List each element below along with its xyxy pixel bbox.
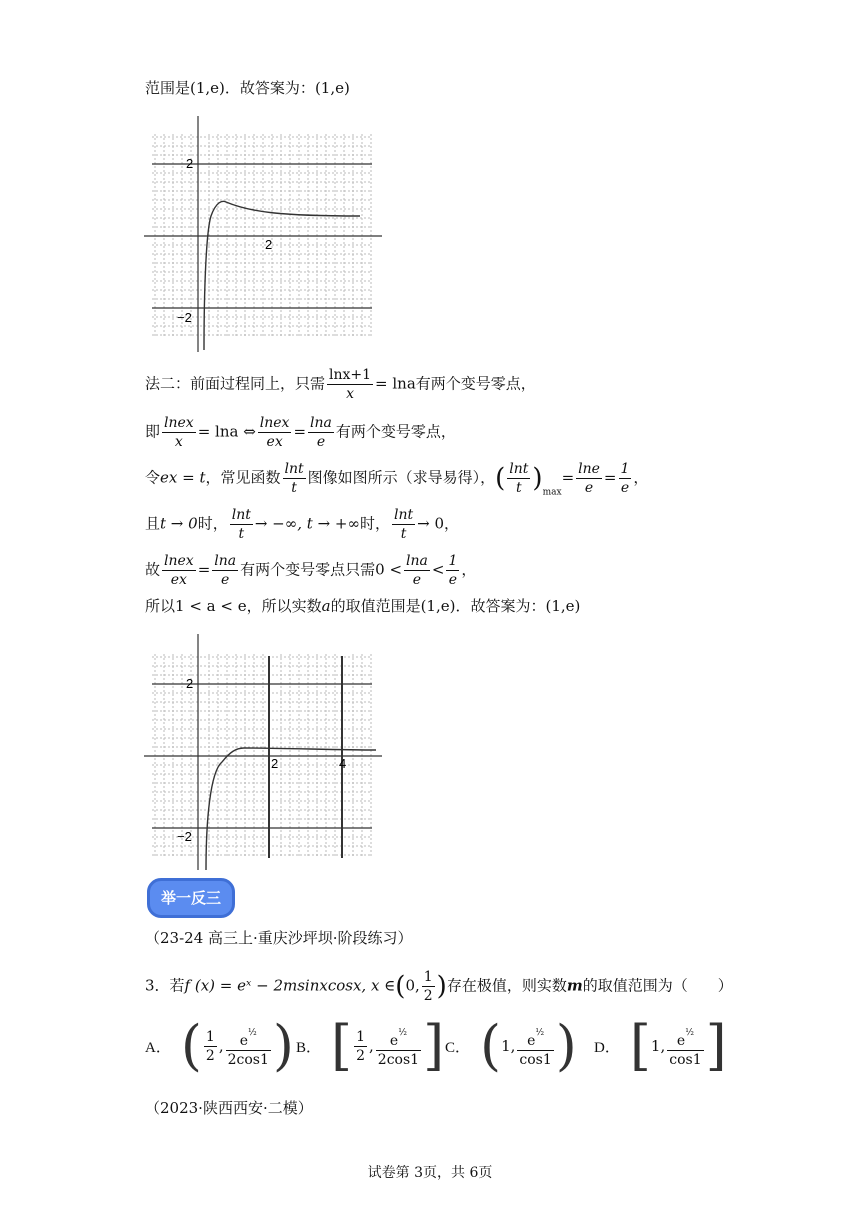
y-tick-neg2: −2	[177, 310, 192, 325]
text: 令	[145, 468, 161, 487]
denominator: ex	[266, 434, 283, 450]
text: 即	[145, 422, 161, 441]
numerator: 1	[620, 461, 630, 477]
method2-line-5	[145, 552, 476, 589]
source-line-1: （23-24 高三上·重庆沙坪坝·阶段练习）	[145, 929, 413, 947]
denominator: 2	[423, 988, 433, 1004]
fraction	[204, 1028, 217, 1065]
question-number: 3．若	[145, 976, 185, 995]
denominator: 2	[205, 1047, 215, 1064]
option-label: A．	[145, 1039, 171, 1056]
text: 有两个变号零点，	[415, 374, 536, 393]
fraction	[226, 1024, 271, 1069]
denominator: t	[516, 480, 522, 496]
subscript-max: max	[542, 487, 562, 498]
option-d[interactable]: D． [ 1, $\frac{e^{\frac{1}{2}}}{\cos 1}$ ]	[594, 1014, 727, 1077]
option-label: B．	[296, 1039, 322, 1056]
option-label: D．	[594, 1039, 620, 1056]
text: ，	[461, 560, 477, 579]
fraction	[392, 506, 415, 543]
denominator: 2cos1	[227, 1051, 269, 1068]
exponent: ½	[248, 1027, 257, 1038]
method2-line-3: 令ex = t，常见函数 $\frac{\ln t}{t}$ 图像如图所示（求导易得），( $\frac{\ln t}{t}$ )$_{max}=$ $\frac{\ln e}{e}$ = $\frac{1}{e}$ ，	[145, 461, 649, 498]
text: 有两个变号零点，	[335, 422, 456, 441]
text: = lna ⇔	[197, 422, 256, 441]
base: e	[676, 1032, 686, 1049]
text: =	[293, 422, 307, 441]
x-tick-4: 4	[339, 756, 347, 771]
method2-line-6	[145, 596, 580, 616]
option-label: C．	[445, 1039, 471, 1056]
answer: (1,e)	[314, 79, 350, 97]
denominator: e	[412, 572, 422, 588]
interval: (1,e)	[190, 79, 225, 97]
text: 范围是	[145, 79, 191, 97]
option-b[interactable]: B． [ $\frac{1}{2}$ , $\frac{e^{\frac{1}{2}}}{2\cos 1}$ ]	[296, 1014, 445, 1077]
denominator: e	[620, 480, 630, 496]
method2-line-2	[145, 414, 456, 451]
exponent: ½	[535, 1027, 545, 1038]
limit: → 0	[417, 514, 445, 533]
text: 所以	[145, 597, 176, 615]
interval-start: 1,	[501, 1037, 516, 1055]
text: 时，	[197, 514, 228, 533]
denominator: e	[221, 572, 230, 588]
graph-2	[140, 632, 390, 874]
denominator: t	[291, 480, 297, 496]
denominator: 2	[356, 1047, 366, 1064]
graph-1	[140, 112, 390, 357]
fraction	[162, 552, 196, 589]
y-tick-2: 2	[186, 156, 194, 171]
text: = lna	[375, 374, 416, 393]
numerator: lnex	[164, 415, 194, 431]
fraction	[258, 414, 292, 451]
denominator: e	[448, 572, 458, 588]
fraction	[507, 460, 530, 497]
option-a[interactable]: A． ( $\frac{1}{2}$ , $\frac{e^{\frac{1}{2}}}{2\cos 1}$ )	[145, 1014, 294, 1077]
text: =	[603, 468, 617, 487]
numerator: lnx+1	[329, 367, 372, 383]
fraction	[446, 552, 459, 589]
text: 的取值范围是	[330, 597, 421, 615]
variable: a	[321, 597, 331, 615]
text: ．故答案为：	[455, 597, 546, 615]
numerator: lnt	[231, 507, 251, 523]
numerator: 1	[205, 1028, 215, 1045]
interval-start: 0,	[405, 976, 420, 995]
base: e	[389, 1032, 399, 1049]
numerator: 1	[448, 553, 458, 569]
denominator: cos1	[669, 1051, 702, 1068]
text: ，常见函数	[205, 468, 281, 487]
text: ，	[633, 468, 649, 487]
fraction	[354, 1028, 367, 1065]
option-c[interactable]: C． ( 1, $\frac{e^{\frac{1}{2}}}{\cos 1}$ )	[445, 1014, 577, 1077]
denominator: t	[400, 526, 407, 542]
text: 且	[145, 514, 161, 533]
text: 存在极值，则实数	[446, 976, 567, 995]
practice-badge: 举一反三	[147, 878, 235, 918]
x-tick-2: 2	[271, 756, 279, 771]
method2-line-4	[145, 506, 459, 543]
answer-line-1	[145, 78, 350, 98]
substitution: ex = t	[160, 468, 206, 487]
text: 法二：前面过程同上，只需	[145, 374, 326, 393]
numerator: lna	[214, 553, 237, 569]
fraction	[283, 460, 306, 497]
base: e	[239, 1032, 249, 1049]
numerator: lnt	[284, 461, 304, 477]
numerator: lnex	[259, 415, 290, 431]
numerator: 1	[356, 1028, 366, 1045]
text: 0 <	[375, 560, 403, 579]
fraction	[422, 968, 435, 1005]
denominator: t	[238, 526, 245, 542]
y-tick-neg2: −2	[177, 829, 192, 844]
method2-line-1	[145, 366, 536, 403]
text: ，	[444, 514, 460, 533]
answer: (1,e)	[545, 597, 581, 615]
denominator: x	[346, 386, 354, 402]
text: ，所以实数	[246, 597, 322, 615]
fraction	[230, 506, 253, 543]
fraction	[404, 552, 430, 589]
numerator: lna	[310, 415, 332, 431]
base: e	[527, 1032, 536, 1049]
fraction	[308, 414, 334, 451]
numerator: lnt	[394, 507, 414, 523]
text: 时，	[359, 514, 390, 533]
fraction	[517, 1024, 553, 1069]
condition: t → 0	[160, 514, 198, 533]
text: 的取值范围为（ ）	[582, 976, 733, 995]
numerator: lna	[406, 553, 428, 569]
numerator: 1	[423, 969, 433, 985]
text: <	[431, 560, 445, 579]
denominator: cos1	[519, 1051, 552, 1068]
exponent: ½	[685, 1027, 694, 1038]
text: 图像如图所示（求导易得），	[307, 468, 496, 487]
fraction	[376, 1024, 421, 1069]
text: 故	[145, 560, 161, 579]
fraction	[619, 460, 632, 497]
denominator: ex	[170, 572, 187, 588]
question-3: 3．若f (x) = eˣ − 2msinxcosx, x ∈(0, $\frac{1}{2}$ )存在极值，则实数m的取值范围为（ ）	[145, 969, 733, 1004]
source-line-2: （2023·陕西西安·二模）	[145, 1099, 313, 1117]
denominator: 2cos1	[377, 1051, 420, 1068]
exponent: ½	[398, 1027, 407, 1038]
variable: m	[566, 976, 583, 995]
y-tick-2: 2	[186, 676, 194, 691]
denominator: e	[316, 434, 326, 450]
fraction	[212, 552, 238, 589]
denominator: e	[584, 480, 594, 496]
inequality: 1 < a < e	[175, 597, 247, 615]
fraction	[327, 366, 373, 403]
text: ．故答案为：	[224, 79, 315, 97]
limit: → −∞, t → +∞	[254, 514, 360, 533]
x-tick-2: 2	[265, 237, 273, 252]
text: =	[561, 468, 575, 487]
numerator: lne	[578, 461, 600, 477]
interval: (1,e)	[420, 597, 456, 615]
text: =	[197, 560, 211, 579]
numerator: lnt	[509, 461, 529, 477]
page-footer: 试卷第 3页，共 6页	[367, 1165, 493, 1181]
fraction	[667, 1024, 703, 1069]
fraction	[162, 414, 196, 451]
fraction	[576, 460, 602, 497]
text: 有两个变号零点只需	[240, 560, 376, 579]
denominator: x	[174, 434, 183, 450]
interval-start: 1,	[650, 1037, 666, 1055]
function-def: f (x) = eˣ − 2msinxcosx, x ∈	[184, 976, 396, 995]
numerator: lnex	[164, 553, 194, 569]
